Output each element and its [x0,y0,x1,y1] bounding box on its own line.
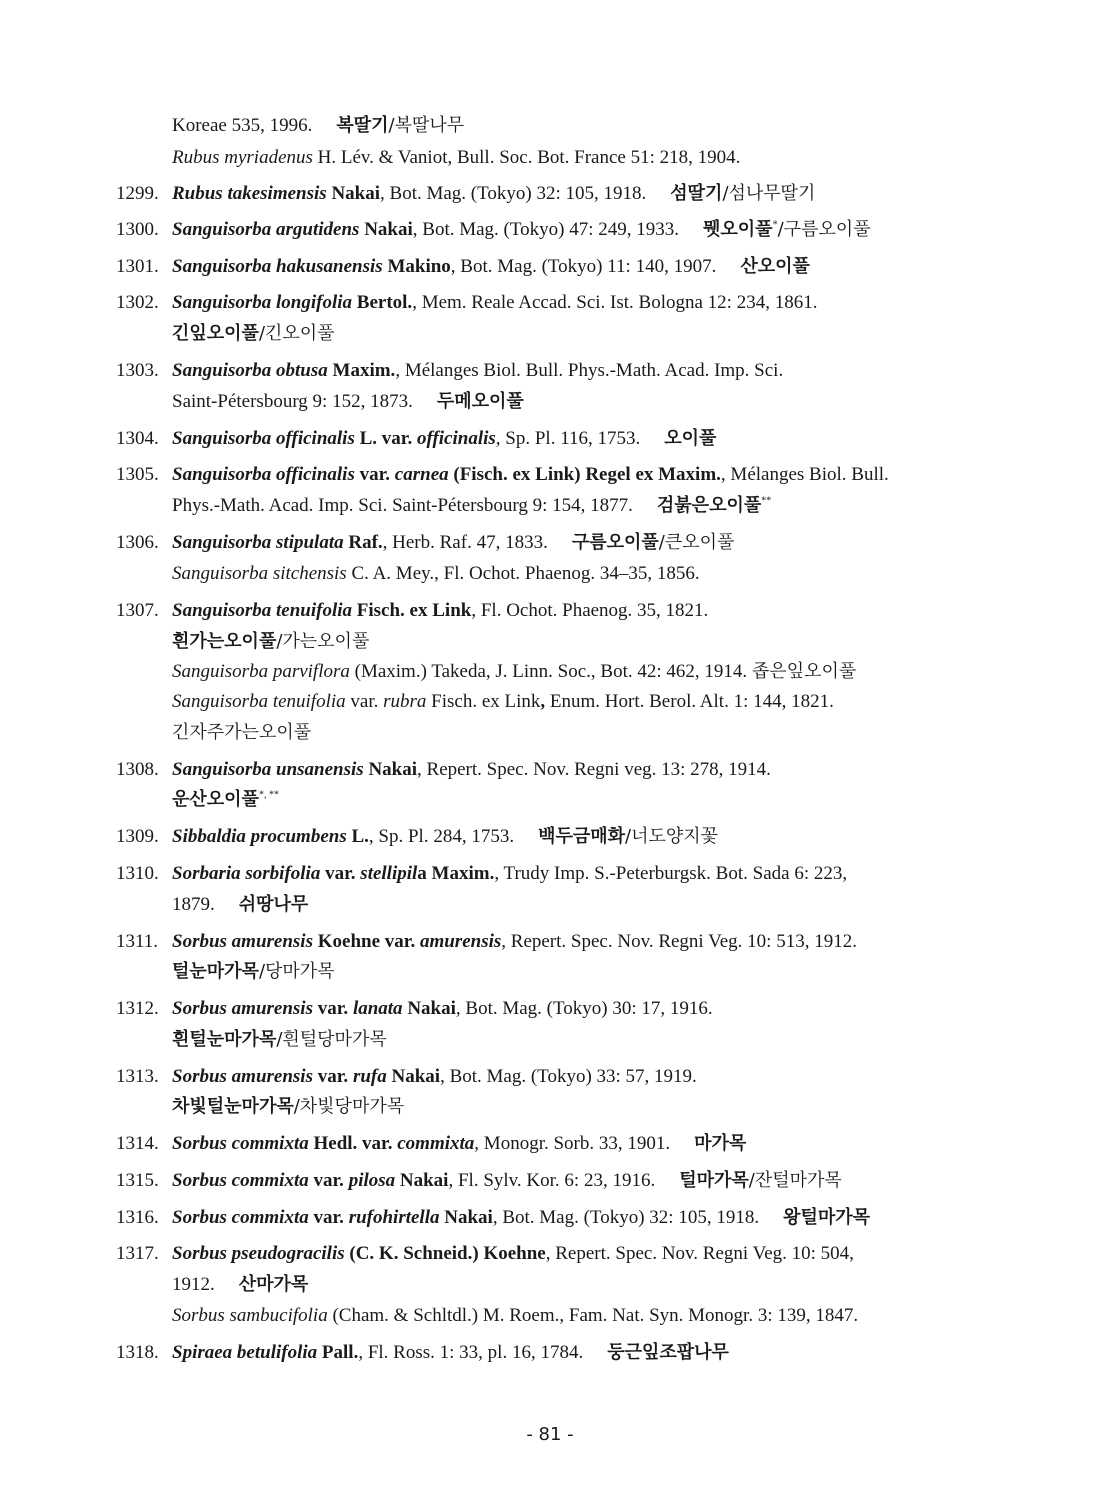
korean-name-accepted: 둥근잎조팝나무 [607,1342,729,1363]
korean-name-accepted: 차빛털눈마가목 [172,1096,294,1117]
citation-text: 1912. [172,1274,215,1295]
scientific-name: Rubus takesimensis [172,183,327,204]
entry-number: 1318. [116,1342,159,1363]
entry-number: 1308. [116,759,159,780]
korean-name-accepted: 검붉은오이풀 [656,495,762,516]
entry-number: 1302. [116,292,159,313]
korean-name-accepted: 왕털마가목 [783,1207,871,1228]
citation-text: (Cham. & Schltdl.) M. Roem., Fam. Nat. Syn. Monogr. 3: 139, 1847. [327,1305,859,1326]
entry-text [172,390,524,414]
entry-text [172,494,771,518]
korean-name: /잔털마가목 [748,1170,842,1191]
author-text: Makino [382,256,451,277]
author-text: (C. K. Schneid.) Koehne [344,1243,546,1264]
entry-text [172,862,847,886]
entry-number: 1316. [116,1207,159,1228]
entry-text [172,291,817,315]
entry-text [172,630,369,654]
entry-number: 1299. [116,183,159,204]
citation-text: Phys.-Math. Acad. Imp. Sci. Saint-Pétersbourg 9: 154, 1877. [172,495,633,516]
korean-name-accepted: 흰털눈마가목 [172,1029,277,1050]
author-text: Pall. [317,1342,359,1363]
entry-number: 1314. [116,1133,159,1154]
author-text: var. [320,863,361,884]
korean-name: 긴자주가는오이풀 [172,722,312,743]
author-text: Nakai [363,759,418,780]
author-text: var. [312,1066,353,1087]
entry-text [172,322,335,346]
entry-text [172,146,740,170]
citation-text: , Fl. Ochot. Phaenog. 35, 1821. [471,600,709,621]
author-text: Nakai [402,998,456,1019]
citation-text: , Mélanges Biol. Bull. [720,464,889,485]
entry-text [172,825,718,849]
entry-text [172,1095,404,1119]
entry-text [172,218,871,242]
entry-text [172,599,708,623]
synonym-name: Sanguisorba tenuifolia [172,691,346,712]
citation-text: , Sp. Pl. 284, 1753. [368,826,515,847]
scientific-name: Sorbus commixta [172,1133,309,1154]
entry-text [172,758,771,782]
korean-name-accepted: 산오이풀 [740,256,810,277]
korean-name: /복딸나무 [388,115,465,136]
korean-name-accepted: 흰가는오이풀 [172,631,277,652]
entry-text [172,1304,858,1328]
entry-text [172,1206,870,1230]
entry-number: 1306. [116,532,159,553]
scientific-name: Sorbus commixta [172,1170,309,1191]
korean-name-accepted: 털마가목 [679,1170,749,1191]
citation-text: , Sp. Pl. 116, 1753. [495,428,641,449]
scientific-name: Sorbaria sorbifolia [172,863,321,884]
author-text: , [540,691,546,712]
citation-text: (Maxim.) Takeda, J. Linn. Soc., Bot. 42: 462, 1914. [349,661,752,682]
scientific-name: Sanguisorba unsanensis [172,759,364,780]
korean-name: /너도양지꽃 [625,826,719,847]
entry-text [172,690,834,714]
scientific-name: Sorbus amurensis [172,998,313,1019]
scientific-name: Sorbus amurensis [172,1066,313,1087]
citation-text: H. Lév. & Vaniot, Bull. Soc. Bot. France 51: 218, 1904. [312,147,741,168]
author-text: Nakai [359,219,413,240]
entry-text [172,721,311,745]
entry-text [172,1341,729,1365]
author-text: Nakai [439,1207,493,1228]
korean-name: 좁은잎오이풀 [751,661,857,682]
author-text: Raf. [343,532,383,553]
entry-text [172,1028,387,1052]
citation-text: C. A. Mey., Fl. Ochot. Phaenog. 34–35, 1856. [346,563,700,584]
synonym-name: Sanguisorba parviflora [172,661,350,682]
citation-text: , Bot. Mag. (Tokyo) 11: 140, 1907. [450,256,717,277]
korean-name-accepted: 운산오이풀 [172,789,259,810]
author-text: Bertol. [352,292,413,313]
entry-text [172,660,856,684]
korean-name-accepted: 쉬땅나무 [238,894,309,915]
entry-number: 1307. [116,600,159,621]
author-text: (Fisch. ex Link) Regel ex Maxim. [448,464,721,485]
author-text: Nakai [395,1170,449,1191]
author-text: a Maxim. [417,863,495,884]
author-text: Fisch. ex Link [352,600,472,621]
scientific-name: stellipil [360,863,418,884]
author-text: L. var. [354,428,417,449]
author-text: Hedl. var. [308,1133,398,1154]
scientific-name: commixta [397,1133,475,1154]
synonym-name: Sanguisorba sitchensis [172,563,347,584]
citation-text: , Trudy Imp. S.-Peterburgsk. Bot. Sada 6: 223, [494,863,848,884]
citation-text: , Repert. Spec. Nov. Regni veg. 13: 278, 1914. [417,759,771,780]
korean-name: /가는오이풀 [276,631,370,652]
citation-text: , Mem. Reale Accad. Sci. Ist. Bologna 12: 234, 1861. [412,292,818,313]
korean-name-accepted: 두메오이풀 [436,391,524,412]
entry-text [172,255,810,279]
entry-text [172,893,308,917]
synonym-name: rubra [383,691,427,712]
citation-text: 1879. [172,894,215,915]
entry-number: 1309. [116,826,159,847]
korean-name-accepted: 백두금매화 [538,826,626,847]
entry-number: 1317. [116,1243,159,1264]
entry-number: 1315. [116,1170,159,1191]
korean-name-accepted: 복딸기 [336,115,389,136]
entry-number: 1300. [116,219,159,240]
scientific-name: Sanguisorba officinalis [172,464,355,485]
entry-text [172,463,889,487]
citation-text: , Bot. Mag. (Tokyo) 33: 57, 1919. [440,1066,697,1087]
citation-text: , Repert. Spec. Nov. Regni Veg. 10: 504, [545,1243,854,1264]
entry-text [172,1169,842,1193]
scientific-name: Spiraea betulifolia [172,1342,318,1363]
citation-text: , Mélanges Biol. Bull. Phys.-Math. Acad. Imp. Sci. [395,360,784,381]
author-text: var. [308,1207,349,1228]
entry-text [172,531,734,555]
entry-text [172,1065,697,1089]
entry-text [172,1132,746,1156]
citation-text: , Fl. Sylv. Kor. 6: 23, 1916. [448,1170,656,1191]
entry-text [172,788,279,812]
scientific-name: Sanguisorba tenuifolia [172,600,353,621]
synonym-name: Sorbus sambucifolia [172,1305,328,1326]
korean-name-accepted: 털눈마가목 [172,961,259,982]
korean-name: /구름오이풀 [777,219,871,240]
korean-name: /큰오이풀 [658,532,735,553]
korean-name: /당마가목 [258,961,335,982]
entry-text [172,960,335,984]
footnote-mark: * [772,219,778,231]
citation-text: , Repert. Spec. Nov. Regni Veg. 10: 513, 1912. [501,931,857,952]
entry-text [172,114,464,138]
scientific-name: Sanguisorba stipulata [172,532,344,553]
scientific-name: Sibbaldia procumbens [172,826,347,847]
author-text: var. [308,1170,349,1191]
korean-name-accepted: 오이풀 [664,428,717,449]
author-text: Nakai [386,1066,441,1087]
citation-text: , Herb. Raf. 47, 1833. [382,532,548,553]
citation-text: , Monogr. Sorb. 33, 1901. [474,1133,671,1154]
scientific-name: Sorbus pseudogracilis [172,1243,345,1264]
korean-name-accepted: 섬딸기 [670,183,723,204]
author-text: var. [354,464,395,485]
scientific-name: Sorbus commixta [172,1207,309,1228]
scientific-name: Sorbus amurensis [172,931,313,952]
scientific-name: amurensis [419,931,502,952]
korean-name: /차빛당마가목 [293,1096,405,1117]
korean-name: /긴오이풀 [258,323,335,344]
scientific-name: Sanguisorba officinalis [172,428,355,449]
scientific-name: Sanguisorba obtusa [172,360,328,381]
korean-name-accepted: 뭿오이풀 [703,219,773,240]
scientific-name: rufa [352,1066,387,1087]
entry-text [172,427,716,451]
footnote-mark: *, ** [258,789,279,801]
citation-text: Saint-Pétersbourg 9: 152, 1873. [172,391,413,412]
citation-text: Koreae 535, 1996. [172,115,313,136]
scientific-name: lanata [352,998,403,1019]
citation-text: , Bot. Mag. (Tokyo) 32: 105, 1918. [492,1207,760,1228]
entry-text [172,1273,308,1297]
entry-number: 1312. [116,998,159,1019]
author-text: Koehne var. [312,931,420,952]
entry-text [172,1242,854,1266]
scientific-name: Sanguisorba hakusanensis [172,256,383,277]
synonym-name: Rubus myriadenus [172,147,313,168]
scientific-name: rufohirtella [348,1207,440,1228]
scientific-name: Sanguisorba argutidens [172,219,360,240]
citation-text: var. [345,691,384,712]
entry-number: 1305. [116,464,159,485]
entry-text [172,562,700,586]
entry-text [172,930,857,954]
entry-text [172,359,783,383]
citation-text: , Bot. Mag. (Tokyo) 47: 249, 1933. [412,219,680,240]
entry-number: 1313. [116,1066,159,1087]
korean-name-accepted: 구름오이풀 [571,532,659,553]
entry-number: 1311. [116,931,159,952]
citation-text: , Bot. Mag. (Tokyo) 30: 17, 1916. [455,998,713,1019]
entry-number: 1304. [116,428,159,449]
author-text: var. [312,998,353,1019]
footnote-mark: ** [761,495,772,507]
citation-text: Fisch. ex Link [426,691,541,712]
entry-text [172,997,713,1021]
entry-number: 1310. [116,863,159,884]
author-text: L. [346,826,369,847]
korean-name-accepted: 산마가목 [238,1274,309,1295]
korean-name-accepted: 마가목 [694,1133,747,1154]
scientific-name: officinalis [416,428,496,449]
scientific-name: carnea [394,464,449,485]
entry-number: 1303. [116,360,159,381]
korean-name-accepted: 긴잎오이풀 [172,323,259,344]
scientific-name: pilosa [348,1170,396,1191]
entry-text [172,182,815,206]
citation-text: Enum. Hort. Berol. Alt. 1: 144, 1821. [545,691,834,712]
scientific-name: Sanguisorba longifolia [172,292,353,313]
author-text: Nakai [326,183,381,204]
author-text: Maxim. [327,360,396,381]
citation-text: , Fl. Ross. 1: 33, pl. 16, 1784. [358,1342,584,1363]
korean-name: /섬나무딸기 [722,183,816,204]
korean-name: /흰털당마가목 [276,1029,387,1050]
citation-text: , Bot. Mag. (Tokyo) 32: 105, 1918. [380,183,647,204]
entry-number: 1301. [116,256,159,277]
page-number: - 81 - [526,1424,574,1445]
